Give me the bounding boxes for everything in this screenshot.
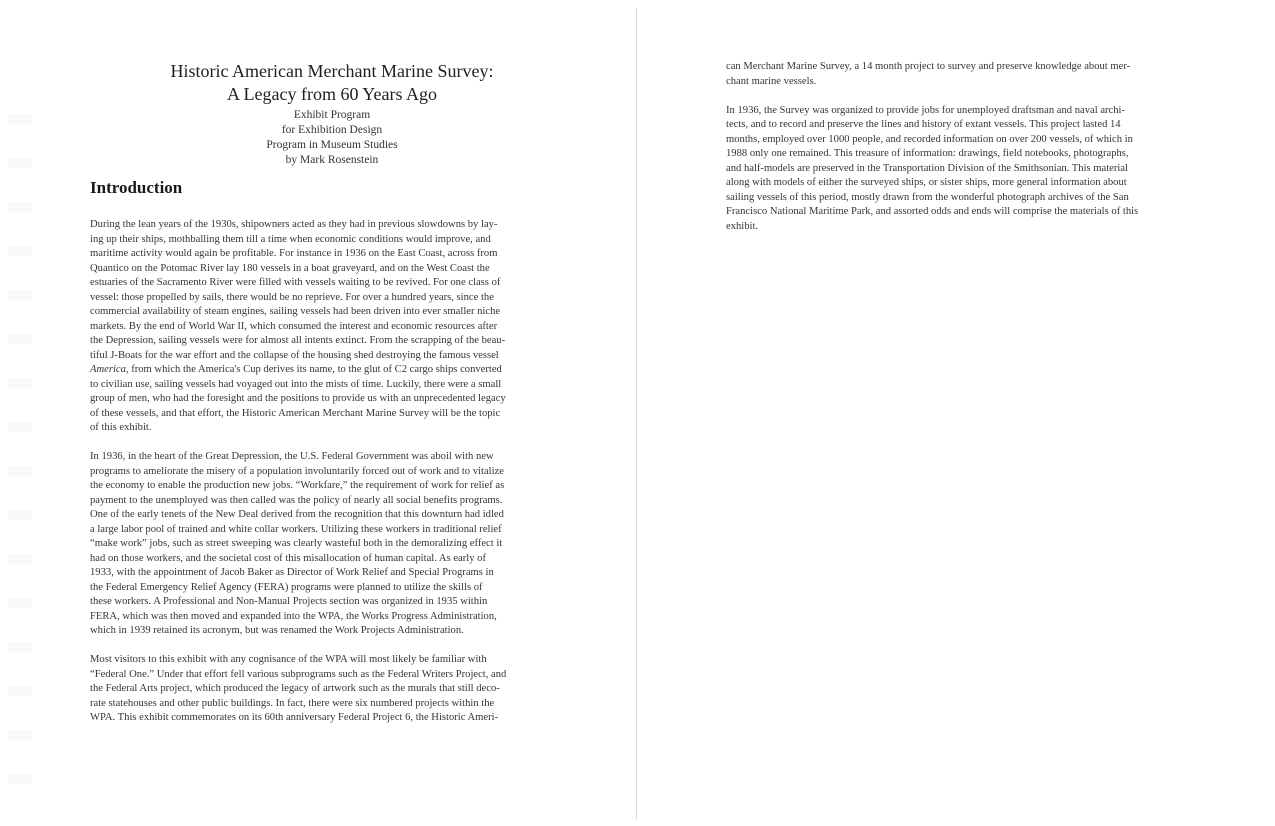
text-line: the Depression, sailing vessels were for almost all intents extinct. From the scrapping of the beau- xyxy=(90,335,506,346)
text-line: vessel: those propelled by sails, there would be no reprieve. For over a hundred years, since the xyxy=(90,291,494,303)
text-line: group of men, who had the foresight and the positions to provide us with an unprecedented legacy xyxy=(90,393,506,404)
text-line: had on those workers, and the societal cost of this misallocation of human capital. As early of xyxy=(90,552,486,564)
title-line-1: Historic American Merchant Marine Survey: xyxy=(170,61,494,81)
text-line: Quantico on the Potomac River lay 180 vessels in a boat graveyard, and on the West Coast the xyxy=(90,262,490,274)
text-line: the economy to enable the production new jobs. “Workfare,” the requirement of work for relief as xyxy=(90,480,505,491)
text-line: tiful J-Boats for the war effort and the collapse of the housing shed destroying the famous vessel xyxy=(90,349,499,361)
text-line: FERA, which was then moved and expanded into the WPA, the Works Progress Administration, xyxy=(90,610,497,622)
paragraph xyxy=(90,450,574,639)
text-line: of this exhibit. xyxy=(90,422,152,433)
subtitle-line: Exhibit Program xyxy=(293,109,371,121)
subtitle-block xyxy=(90,108,574,168)
text-line-italic-lead: America, from which the America's Cup derives its name, to the glut of C2 cargo ships converted xyxy=(90,364,502,375)
text-line: In 1936, the Survey was organized to provide jobs for unemployed draftsman and naval archi- xyxy=(726,104,1126,116)
text-line: payment to the unemployed was then called was the policy of nearly all social benefits programs. xyxy=(90,494,503,506)
paragraph xyxy=(726,104,1212,235)
text-line: estuaries of the Sacramento River were filled with vessels waiting to be revived. For one class of xyxy=(90,277,501,288)
document-header xyxy=(90,60,574,168)
text-line: along with models of either the surveyed ships, or sister ships, more general information about xyxy=(726,177,1127,188)
text-line: ing up their ships, mothballing them till a time when economic conditions would improve, and xyxy=(90,233,491,245)
text-line: programs to ameliorate the misery of a population involuntarily forced out of work and to vitalize xyxy=(90,465,504,477)
text-line: these workers. A Professional and Non-Manual Projects section was organized in 1935 within xyxy=(90,596,488,607)
text-line: In 1936, in the heart of the Great Depression, the U.S. Federal Government was aboil with new xyxy=(90,451,494,462)
text-line: rate statehouses and other public buildings. In fact, there were six numbered projects within the xyxy=(90,697,495,709)
text-line: During the lean years of the 1930s, shipowners acted as they had in previous slowdowns by lay- xyxy=(90,219,498,230)
text-line: 1988 only one remained. This treasure of information: drawings, field notebooks, photographs, xyxy=(726,148,1129,159)
text-line: 1933, with the appointment of Jacob Baker as Director of Work Relief and Special Programs in xyxy=(90,567,494,578)
paragraph xyxy=(90,653,574,726)
text-line: Most visitors to this exhibit with any cognisance of the WPA will most likely be familiar with xyxy=(90,654,487,665)
text-line: markets. By the end of World War II, which consumed the interest and economic resources after xyxy=(90,320,498,332)
scan-artifact xyxy=(8,80,32,800)
text-line: of these vessels, and that effort, the Historic American Merchant Marine Survey will be the topic xyxy=(90,407,501,419)
text-line: chant marine vessels. xyxy=(726,75,817,87)
paragraph xyxy=(726,60,1212,89)
left-body xyxy=(90,218,574,740)
subtitle-line: for Exhibition Design xyxy=(281,124,383,136)
text-line: WPA. This exhibit commemorates on its 60th anniversary Federal Project 6, the Historic Ameri- xyxy=(90,712,499,723)
italic-ship-name: America, xyxy=(90,364,129,375)
right-body xyxy=(726,60,1212,249)
text-line: which in 1939 retained its acronym, but was renamed the Work Projects Administration. xyxy=(90,625,464,636)
section-heading: Introduction xyxy=(90,178,183,197)
text-line: “make work” jobs, such as street sweeping was clearly wasteful both in the demoralizing effect it xyxy=(90,538,503,549)
text-line: a large labor pool of trained and white collar workers. Utilizing these workers in traditional relief xyxy=(90,523,502,535)
text-line: One of the early tenets of the New Deal derived from the recognition that this downturn had idled xyxy=(90,509,504,520)
text-line: Francisco National Maritime Park, and assorted odds and ends will comprise the materials of this xyxy=(726,206,1139,217)
text-line: tects, and to record and preserve the lines and history of extant vessels. This project lasted 14 xyxy=(726,119,1121,130)
text-line: “Federal One.” Under that effort fell various subprograms such as the Federal Writers Project, and xyxy=(90,668,507,680)
paragraph xyxy=(90,218,574,436)
title-line-2: A Legacy from 60 Years Ago xyxy=(227,84,437,104)
text-line: commercial availability of steam engines, sailing vessels had been driven into ever smaller niche xyxy=(90,306,501,317)
text-line: and half-models are preserved in the Transportation Division of the Smithsonian. This material xyxy=(726,162,1128,174)
left-page xyxy=(0,0,637,826)
text-line: sailing vessels of this period, mostly drawn from the wonderful photograph archives of the San xyxy=(726,191,1129,203)
page-gutter xyxy=(636,8,637,820)
text-line: to civilian use, sailing vessels had voyaged out into the mists of time. Luckily, there were a small xyxy=(90,378,502,390)
text-line: the Federal Arts project, which produced the legacy of artwork such as the murals that still deco- xyxy=(90,683,500,694)
text-line: can Merchant Marine Survey, a 14 month project to survey and preserve knowledge about mer- xyxy=(726,61,1131,72)
text-line: months, employed over 1000 people, and recorded information on over 200 vessels, of which in xyxy=(726,133,1133,145)
text-line: maritime activity would again be profitable. For instance in 1936 on the East Coast, across from xyxy=(90,248,498,259)
text-line: exhibit. xyxy=(726,220,759,232)
subtitle-line: Program in Museum Studies xyxy=(266,139,398,151)
author-line: by Mark Rosenstein xyxy=(285,154,379,166)
text-line: the Federal Emergency Relief Agency (FERA) programs were planned to utilize the skills of xyxy=(90,581,483,593)
